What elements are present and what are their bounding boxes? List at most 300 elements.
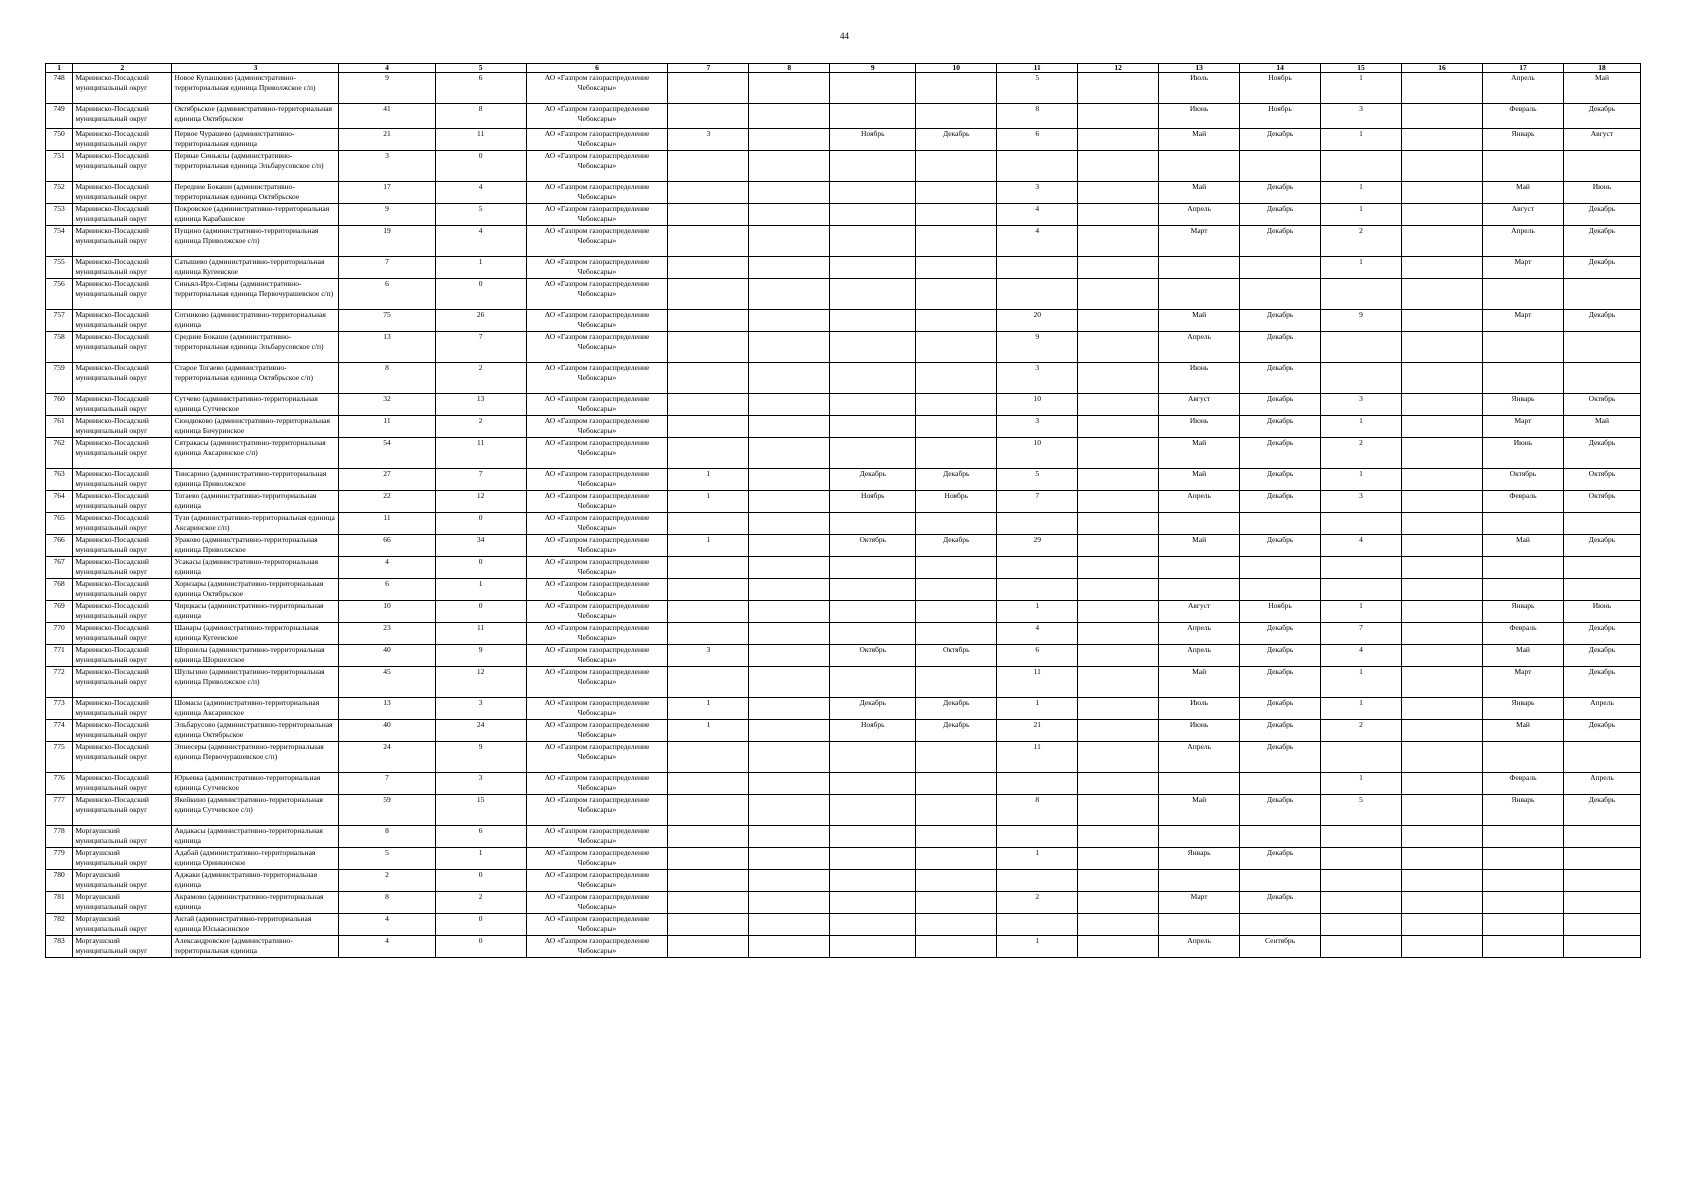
col-11-value: 3 <box>997 363 1078 394</box>
col-15-value <box>1321 914 1402 936</box>
col-15-value: 4 <box>1321 645 1402 667</box>
col-17-month: Июнь <box>1482 438 1563 469</box>
col-4-value: 8 <box>339 892 435 914</box>
col-4-value: 45 <box>339 667 435 698</box>
col-9-month <box>830 936 916 958</box>
col-17-month: Январь <box>1482 394 1563 416</box>
table-row <box>46 204 1641 226</box>
gas-operator: АО «Газпром газораспределение Чебоксары» <box>526 645 668 667</box>
col-4-value: 7 <box>339 773 435 795</box>
col-11-value: 1 <box>997 601 1078 623</box>
col-13-month: Март <box>1159 226 1240 257</box>
municipal-district: Мариинско-Посадский муниципальный округ <box>73 491 172 513</box>
col-12-value <box>1078 416 1159 438</box>
col-13-month: Апрель <box>1159 491 1240 513</box>
municipal-district: Мариинско-Посадский муниципальный округ <box>73 204 172 226</box>
col-12-value <box>1078 104 1159 129</box>
col-11-value: 4 <box>997 204 1078 226</box>
col-12-value <box>1078 332 1159 363</box>
gas-operator: АО «Газпром газораспределение Чебоксары» <box>526 226 668 257</box>
col-17-month: Январь <box>1482 795 1563 826</box>
col-7-value: 1 <box>668 491 749 513</box>
col-15-value <box>1321 513 1402 535</box>
column-header: 17 <box>1482 64 1563 73</box>
col-12-value <box>1078 151 1159 182</box>
gas-operator: АО «Газпром газораспределение Чебоксары» <box>526 204 668 226</box>
col-13-month <box>1159 826 1240 848</box>
col-15-value: 1 <box>1321 667 1402 698</box>
col-12-value <box>1078 394 1159 416</box>
col-16-value <box>1402 826 1483 848</box>
settlement-name: Тогаево (административно-территориальная единица <box>172 491 339 513</box>
col-7-value <box>668 332 749 363</box>
col-15-value: 2 <box>1321 720 1402 742</box>
col-15-value <box>1321 826 1402 848</box>
col-7-value <box>668 773 749 795</box>
column-header: 13 <box>1159 64 1240 73</box>
col-4-value: 7 <box>339 257 435 279</box>
col-16-value <box>1402 579 1483 601</box>
col-10-month <box>916 936 997 958</box>
col-15-value: 1 <box>1321 601 1402 623</box>
col-9-month: Ноябрь <box>830 129 916 151</box>
col-16-value <box>1402 870 1483 892</box>
row-number: 755 <box>46 257 73 279</box>
col-17-month: Январь <box>1482 129 1563 151</box>
municipal-district: Моргаушский муниципальный округ <box>73 892 172 914</box>
col-14-month: Декабрь <box>1240 469 1321 491</box>
col-8-value <box>749 698 830 720</box>
col-10-month <box>916 742 997 773</box>
col-8-value <box>749 848 830 870</box>
col-5-value: 2 <box>435 363 526 394</box>
row-number: 765 <box>46 513 73 535</box>
col-13-month: Май <box>1159 182 1240 204</box>
col-11-value: 2 <box>997 892 1078 914</box>
col-5-value: 9 <box>435 645 526 667</box>
col-13-month <box>1159 579 1240 601</box>
col-8-value <box>749 579 830 601</box>
col-11-value: 8 <box>997 795 1078 826</box>
col-4-value: 8 <box>339 826 435 848</box>
col-10-month <box>916 579 997 601</box>
settlement-name: Синьял-Ирх-Сирмы (административно-территориальная единица Первочурашевское с/п) <box>172 279 339 310</box>
col-5-value: 6 <box>435 826 526 848</box>
col-7-value: 1 <box>668 720 749 742</box>
col-14-month: Декабрь <box>1240 129 1321 151</box>
col-17-month: Апрель <box>1482 226 1563 257</box>
col-14-month: Декабрь <box>1240 645 1321 667</box>
col-11-value: 5 <box>997 73 1078 104</box>
col-10-month <box>916 892 997 914</box>
col-18-month: Декабрь <box>1563 226 1640 257</box>
col-17-month: Январь <box>1482 698 1563 720</box>
col-16-value <box>1402 535 1483 557</box>
settlement-name: Передние Бокаши (административно-территориальная единица Октябрьское <box>172 182 339 204</box>
col-4-value: 10 <box>339 601 435 623</box>
col-9-month <box>830 914 916 936</box>
col-12-value <box>1078 645 1159 667</box>
col-11-value: 3 <box>997 416 1078 438</box>
col-4-value: 11 <box>339 513 435 535</box>
gas-operator: АО «Газпром газораспределение Чебоксары» <box>526 601 668 623</box>
col-10-month <box>916 601 997 623</box>
col-7-value: 1 <box>668 469 749 491</box>
col-16-value <box>1402 848 1483 870</box>
col-10-month <box>916 310 997 332</box>
col-14-month <box>1240 826 1321 848</box>
col-12-value <box>1078 257 1159 279</box>
col-13-month: Март <box>1159 892 1240 914</box>
col-8-value <box>749 279 830 310</box>
col-15-value <box>1321 151 1402 182</box>
col-16-value <box>1402 469 1483 491</box>
col-17-month <box>1482 892 1563 914</box>
settlement-name: Сатышево (административно-территориальная единица Кугеевское <box>172 257 339 279</box>
gas-operator: АО «Газпром газораспределение Чебоксары» <box>526 773 668 795</box>
row-number: 750 <box>46 129 73 151</box>
column-header: 3 <box>172 64 339 73</box>
col-11-value: 4 <box>997 623 1078 645</box>
table-row <box>46 667 1641 698</box>
col-16-value <box>1402 151 1483 182</box>
table-row <box>46 151 1641 182</box>
settlement-name: Октябрьское (административно-территориальная единица Октябрьское <box>172 104 339 129</box>
col-9-month: Декабрь <box>830 469 916 491</box>
col-12-value <box>1078 513 1159 535</box>
gas-operator: АО «Газпром газораспределение Чебоксары» <box>526 394 668 416</box>
municipal-district: Мариинско-Посадский муниципальный округ <box>73 601 172 623</box>
row-number: 757 <box>46 310 73 332</box>
col-15-value: 2 <box>1321 226 1402 257</box>
settlement-name: Авдакасы (административно-территориальная единица <box>172 826 339 848</box>
col-10-month <box>916 513 997 535</box>
col-14-month: Ноябрь <box>1240 601 1321 623</box>
col-18-month: Октябрь <box>1563 394 1640 416</box>
gas-operator: АО «Газпром газораспределение Чебоксары» <box>526 848 668 870</box>
table-row <box>46 601 1641 623</box>
col-15-value <box>1321 936 1402 958</box>
col-14-month: Декабрь <box>1240 310 1321 332</box>
col-9-month <box>830 513 916 535</box>
settlement-name: Адабай (административно-территориальная единица Оринкинское <box>172 848 339 870</box>
col-5-value: 7 <box>435 469 526 491</box>
col-17-month: Март <box>1482 310 1563 332</box>
column-header: 14 <box>1240 64 1321 73</box>
table-row <box>46 332 1641 363</box>
col-11-value: 11 <box>997 742 1078 773</box>
col-4-value: 59 <box>339 795 435 826</box>
col-15-value: 1 <box>1321 469 1402 491</box>
column-header: 15 <box>1321 64 1402 73</box>
row-number: 756 <box>46 279 73 310</box>
col-7-value <box>668 623 749 645</box>
col-12-value <box>1078 742 1159 773</box>
col-7-value <box>668 204 749 226</box>
gas-operator: АО «Газпром газораспределение Чебоксары» <box>526 742 668 773</box>
col-11-value: 6 <box>997 129 1078 151</box>
column-header: 7 <box>668 64 749 73</box>
gas-operator: АО «Газпром газораспределение Чебоксары» <box>526 257 668 279</box>
municipal-district: Мариинско-Посадский муниципальный округ <box>73 513 172 535</box>
municipal-district: Мариинско-Посадский муниципальный округ <box>73 720 172 742</box>
col-11-value <box>997 513 1078 535</box>
col-12-value <box>1078 848 1159 870</box>
col-17-month: Февраль <box>1482 104 1563 129</box>
col-17-month <box>1482 742 1563 773</box>
col-9-month <box>830 557 916 579</box>
col-13-month <box>1159 773 1240 795</box>
col-13-month: Май <box>1159 795 1240 826</box>
col-8-value <box>749 257 830 279</box>
col-14-month: Декабрь <box>1240 226 1321 257</box>
col-7-value <box>668 601 749 623</box>
gas-operator: АО «Газпром газораспределение Чебоксары» <box>526 623 668 645</box>
col-10-month <box>916 416 997 438</box>
col-10-month: Декабрь <box>916 720 997 742</box>
col-9-month <box>830 623 916 645</box>
col-9-month <box>830 826 916 848</box>
col-14-month: Декабрь <box>1240 848 1321 870</box>
col-7-value: 3 <box>668 645 749 667</box>
col-11-value: 29 <box>997 535 1078 557</box>
col-17-month <box>1482 557 1563 579</box>
col-15-value: 1 <box>1321 129 1402 151</box>
column-number-row <box>46 64 1641 73</box>
col-15-value: 2 <box>1321 438 1402 469</box>
col-11-value: 1 <box>997 936 1078 958</box>
col-18-month <box>1563 892 1640 914</box>
col-4-value: 66 <box>339 535 435 557</box>
col-9-month <box>830 438 916 469</box>
col-13-month: Июнь <box>1159 104 1240 129</box>
col-5-value: 8 <box>435 104 526 129</box>
col-7-value <box>668 557 749 579</box>
col-16-value <box>1402 129 1483 151</box>
row-number: 749 <box>46 104 73 129</box>
col-10-month <box>916 848 997 870</box>
settlement-name: Ураково (административно-территориальная единица Приволжское <box>172 535 339 557</box>
col-11-value: 10 <box>997 438 1078 469</box>
col-8-value <box>749 667 830 698</box>
column-header: 12 <box>1078 64 1159 73</box>
col-14-month: Декабрь <box>1240 332 1321 363</box>
column-header: 8 <box>749 64 830 73</box>
col-12-value <box>1078 795 1159 826</box>
col-7-value <box>668 579 749 601</box>
col-5-value: 2 <box>435 892 526 914</box>
col-17-month <box>1482 914 1563 936</box>
col-5-value: 0 <box>435 936 526 958</box>
municipal-district: Мариинско-Посадский муниципальный округ <box>73 226 172 257</box>
col-7-value: 1 <box>668 535 749 557</box>
col-5-value: 0 <box>435 870 526 892</box>
municipal-district: Мариинско-Посадский муниципальный округ <box>73 310 172 332</box>
municipal-district: Мариинско-Посадский муниципальный округ <box>73 698 172 720</box>
col-15-value: 3 <box>1321 394 1402 416</box>
col-9-month <box>830 363 916 394</box>
row-number: 769 <box>46 601 73 623</box>
col-18-month <box>1563 870 1640 892</box>
gas-operator: АО «Газпром газораспределение Чебоксары» <box>526 73 668 104</box>
municipal-district: Мариинско-Посадский муниципальный округ <box>73 73 172 104</box>
col-8-value <box>749 104 830 129</box>
row-number: 770 <box>46 623 73 645</box>
settlement-name: Шанары (административно-территориальная единица Кугеевское <box>172 623 339 645</box>
col-12-value <box>1078 557 1159 579</box>
col-9-month <box>830 73 916 104</box>
settlement-name: Усакасы (административно-территориальная единица <box>172 557 339 579</box>
table-row <box>46 535 1641 557</box>
settlement-name: Акрамово (административно-территориальная единица <box>172 892 339 914</box>
col-4-value: 13 <box>339 698 435 720</box>
col-9-month <box>830 394 916 416</box>
col-11-value: 5 <box>997 469 1078 491</box>
col-18-month: Декабрь <box>1563 645 1640 667</box>
col-18-month <box>1563 742 1640 773</box>
col-14-month <box>1240 513 1321 535</box>
col-17-month <box>1482 826 1563 848</box>
settlement-name: Новое Купашкино (административно-территориальная единица Приволжское с/п) <box>172 73 339 104</box>
col-10-month <box>916 332 997 363</box>
col-12-value <box>1078 363 1159 394</box>
municipal-district: Мариинско-Посадский муниципальный округ <box>73 742 172 773</box>
col-13-month: Май <box>1159 438 1240 469</box>
row-number: 766 <box>46 535 73 557</box>
col-8-value <box>749 513 830 535</box>
col-16-value <box>1402 226 1483 257</box>
col-9-month <box>830 773 916 795</box>
col-9-month: Ноябрь <box>830 720 916 742</box>
settlement-name: Аджаки (административно-территориальная единица <box>172 870 339 892</box>
table-row <box>46 826 1641 848</box>
settlement-name: Хорнзары (административно-территориальная единица Октябрьское <box>172 579 339 601</box>
col-18-month: Апрель <box>1563 773 1640 795</box>
row-number: 773 <box>46 698 73 720</box>
col-12-value <box>1078 698 1159 720</box>
col-18-month: Декабрь <box>1563 795 1640 826</box>
col-9-month <box>830 257 916 279</box>
col-15-value: 1 <box>1321 73 1402 104</box>
col-4-value: 54 <box>339 438 435 469</box>
col-11-value: 10 <box>997 394 1078 416</box>
municipal-district: Мариинско-Посадский муниципальный округ <box>73 279 172 310</box>
col-17-month <box>1482 363 1563 394</box>
col-9-month <box>830 742 916 773</box>
col-5-value: 0 <box>435 601 526 623</box>
col-16-value <box>1402 795 1483 826</box>
col-9-month <box>830 204 916 226</box>
row-number: 775 <box>46 742 73 773</box>
gas-operator: АО «Газпром газораспределение Чебоксары» <box>526 936 668 958</box>
col-5-value: 11 <box>435 129 526 151</box>
col-12-value <box>1078 182 1159 204</box>
municipal-district: Моргаушский муниципальный округ <box>73 936 172 958</box>
table-row <box>46 645 1641 667</box>
col-7-value <box>668 892 749 914</box>
col-12-value <box>1078 914 1159 936</box>
col-10-month <box>916 151 997 182</box>
col-14-month: Декабрь <box>1240 363 1321 394</box>
col-12-value <box>1078 773 1159 795</box>
col-9-month <box>830 667 916 698</box>
municipal-district: Мариинско-Посадский муниципальный округ <box>73 579 172 601</box>
gas-operator: АО «Газпром газораспределение Чебоксары» <box>526 332 668 363</box>
col-18-month <box>1563 151 1640 182</box>
col-18-month <box>1563 848 1640 870</box>
table-row <box>46 310 1641 332</box>
col-15-value: 1 <box>1321 257 1402 279</box>
col-8-value <box>749 204 830 226</box>
col-11-value: 11 <box>997 667 1078 698</box>
col-7-value <box>668 279 749 310</box>
table-row <box>46 469 1641 491</box>
col-11-value <box>997 773 1078 795</box>
col-13-month <box>1159 914 1240 936</box>
col-16-value <box>1402 394 1483 416</box>
row-number: 752 <box>46 182 73 204</box>
gas-operator: АО «Газпром газораспределение Чебоксары» <box>526 579 668 601</box>
table-row <box>46 226 1641 257</box>
gas-operator: АО «Газпром газораспределение Чебоксары» <box>526 129 668 151</box>
col-8-value <box>749 182 830 204</box>
col-7-value <box>668 795 749 826</box>
col-12-value <box>1078 601 1159 623</box>
table-row <box>46 363 1641 394</box>
col-17-month: Май <box>1482 535 1563 557</box>
settlement-name: Первые Синьялы (административно-территориальная единица Эльбарусовское с/п) <box>172 151 339 182</box>
municipal-district: Моргаушский муниципальный округ <box>73 914 172 936</box>
col-13-month <box>1159 557 1240 579</box>
col-13-month: Апрель <box>1159 204 1240 226</box>
settlement-name: Эльбарусово (административно-территориальная единица Октябрьское <box>172 720 339 742</box>
col-8-value <box>749 491 830 513</box>
col-11-value <box>997 557 1078 579</box>
municipal-district: Моргаушский муниципальный округ <box>73 826 172 848</box>
col-13-month: Август <box>1159 394 1240 416</box>
col-11-value: 7 <box>997 491 1078 513</box>
col-5-value: 5 <box>435 204 526 226</box>
col-7-value <box>668 667 749 698</box>
col-18-month <box>1563 279 1640 310</box>
col-11-value: 1 <box>997 698 1078 720</box>
col-7-value: 1 <box>668 698 749 720</box>
col-4-value: 4 <box>339 936 435 958</box>
gas-operator: АО «Газпром газораспределение Чебоксары» <box>526 151 668 182</box>
settlement-name: Александровское (административно-территориальная единица <box>172 936 339 958</box>
col-12-value <box>1078 310 1159 332</box>
col-5-value: 15 <box>435 795 526 826</box>
col-14-month: Декабрь <box>1240 698 1321 720</box>
col-9-month <box>830 226 916 257</box>
col-9-month <box>830 310 916 332</box>
col-13-month: Май <box>1159 667 1240 698</box>
col-8-value <box>749 826 830 848</box>
col-15-value: 3 <box>1321 104 1402 129</box>
col-12-value <box>1078 579 1159 601</box>
col-13-month: Апрель <box>1159 332 1240 363</box>
col-15-value <box>1321 557 1402 579</box>
col-16-value <box>1402 438 1483 469</box>
col-10-month <box>916 795 997 826</box>
col-18-month: Декабрь <box>1563 204 1640 226</box>
col-17-month <box>1482 513 1563 535</box>
col-10-month: Декабрь <box>916 469 997 491</box>
row-number: 754 <box>46 226 73 257</box>
gas-operator: АО «Газпром газораспределение Чебоксары» <box>526 914 668 936</box>
col-11-value: 1 <box>997 848 1078 870</box>
municipal-district: Мариинско-Посадский муниципальный округ <box>73 151 172 182</box>
